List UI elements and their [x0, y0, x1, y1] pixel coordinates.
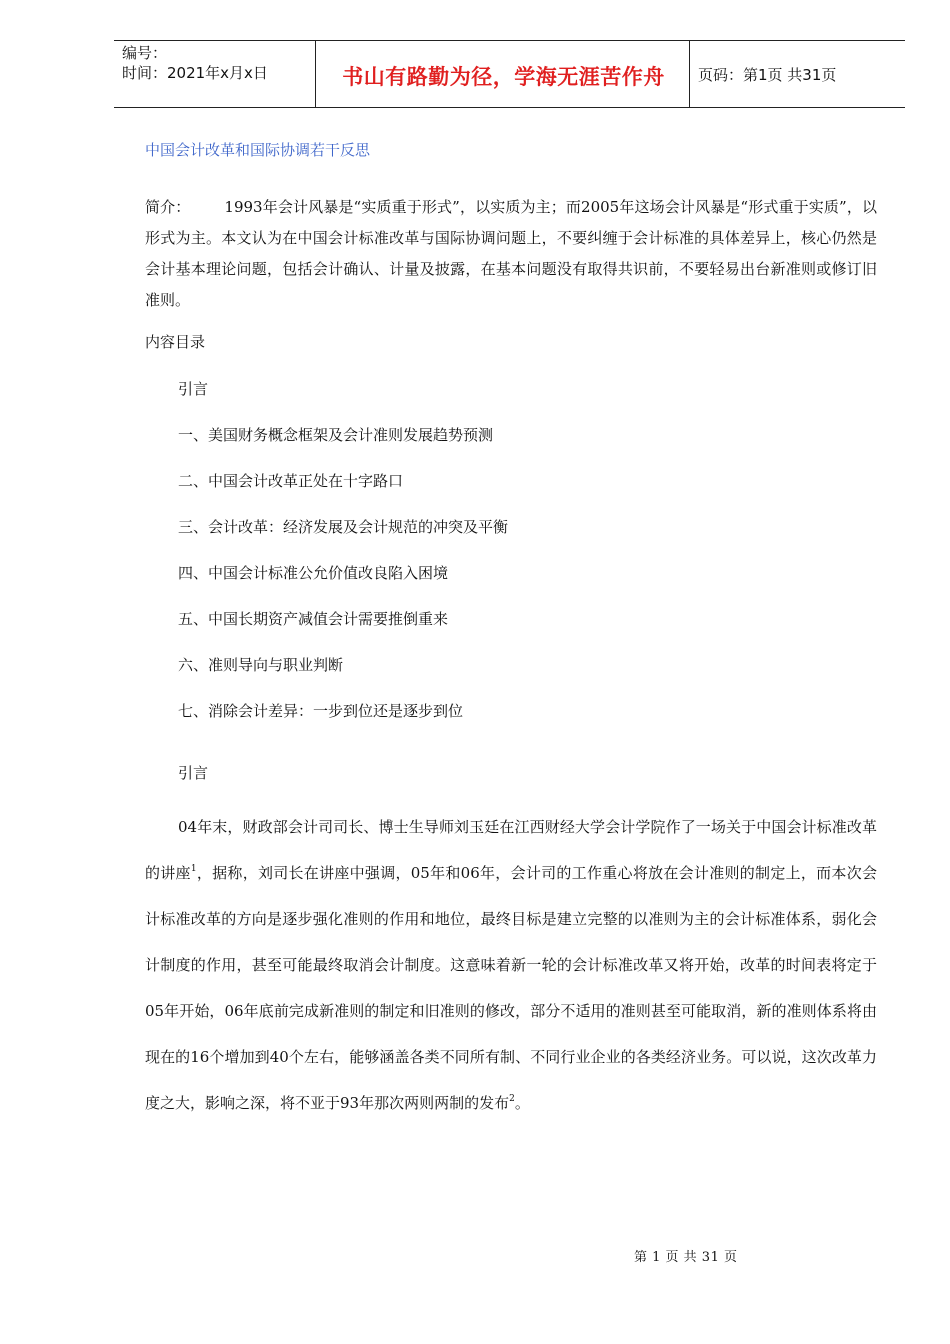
header-divider [689, 41, 690, 107]
paragraph-text: 04年末，财政部会计司司长、博士生导师刘玉廷在江西财经大学会计学院作了一场关于中国会计标准改革的讲座 [145, 818, 877, 882]
section-heading: 引言 [178, 764, 209, 782]
header-page-info: 页码：第1页 共31页 [698, 66, 837, 84]
date-label: 时间：2021年x月x日 [122, 64, 268, 82]
page-header [114, 40, 905, 108]
page-footer: 第 1 页 共 31 页 [634, 1250, 738, 1265]
header-meta [122, 43, 268, 83]
footnote-marker[interactable]: 1 [190, 864, 197, 874]
abstract-label: 简介： [145, 198, 191, 216]
paragraph-text: ，据称，刘司长在讲座中强调，05年和06年，会计司的工作重心将放在会计准则的制定上，而本次会计标准改革的方向是逐步强化准则的作用和地位，最终目标是建立完整的以准则为主的会计标准体系，弱化会计制度的作用，甚至可能最终取消会计制度。这意味着新一轮的会计标准改革又将开始，改革的时间表将定于05年开始，06年底前完成新准则的制定和旧准则的修改，部分不适用的准则甚至可能取消，新的准则体系将由现在的16个增加到40个左右，能够涵盖各类不同所有制、不同行业企业的各类经济业务。可以说，这次改革力度之大，影响之深，将不亚于93年那次两则两制的发布 [145, 864, 877, 1112]
header-motto: 书山有路勤为径，学海无涯苦作舟 [342, 65, 665, 89]
header-divider [315, 41, 316, 107]
toc-item: 六、准则导向与职业判断 [178, 656, 344, 674]
toc-item: 七、消除会计差异：一步到位还是逐步到位 [178, 702, 464, 720]
article-abstract [145, 192, 877, 316]
footnote-marker[interactable]: 2 [509, 1094, 515, 1104]
toc-item: 三、会计改革：经济发展及会计规范的冲突及平衡 [178, 518, 509, 536]
toc-item: 一、美国财务概念框架及会计准则发展趋势预测 [178, 426, 494, 444]
table-of-contents [178, 377, 508, 745]
doc-number-label: 编号： [122, 44, 168, 62]
abstract-text: 1993年会计风暴是“实质重于形式”，以实质为主；而2005年这场会计风暴是“形式重于实质”，以形式为主。本文认为在中国会计标准改革与国际协调问题上，不要纠缠于会计标准的具体差异上，核心仍然是会计基本理论问题，包括会计确认、计量及披露，在基本问题没有取得共识前，不要轻易出台新准则或修订旧准则。 [145, 198, 877, 309]
body-paragraph [145, 804, 877, 1126]
toc-item: 引言 [178, 380, 209, 398]
toc-item: 五、中国长期资产减值会计需要推倒重来 [178, 610, 449, 628]
article-title: 中国会计改革和国际协调若干反思 [145, 141, 371, 159]
toc-item: 二、中国会计改革正处在十字路口 [178, 472, 404, 490]
toc-item: 四、中国会计标准公允价值改良陷入困境 [178, 564, 449, 582]
paragraph-text: 。 [514, 1094, 530, 1112]
toc-heading: 内容目录 [145, 333, 206, 351]
